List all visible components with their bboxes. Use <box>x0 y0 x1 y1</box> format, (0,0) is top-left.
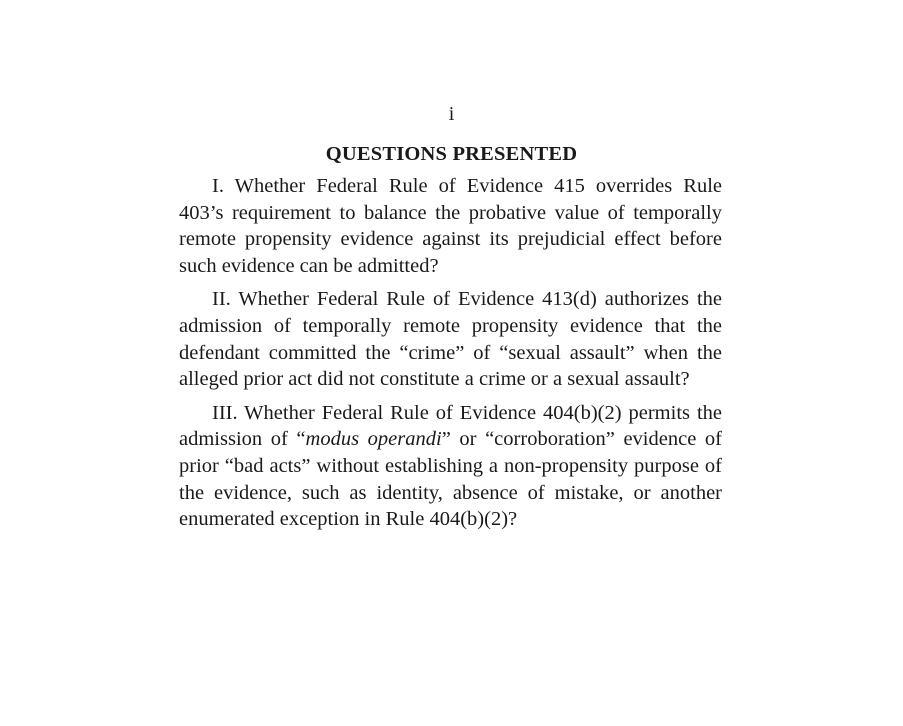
question-2: II. Whether Federal Rule of Evidence 413(d) authorizes the admission of temporally remote propensity evidence that the defendant committed the “crime” of “sexual assault” when the alleged prior act did not constitute a crime or a sexual assault? <box>179 288 722 391</box>
question-3-before: III. Whether Federal Rule of Evidence 404(b)(2) permits the admission of “ <box>179 401 722 451</box>
questions-list <box>179 173 722 540</box>
question-3 <box>179 400 722 533</box>
page-number: i <box>448 103 455 125</box>
question-3-italic-term: modus operandi <box>305 428 442 451</box>
question-1: I. Whether Federal Rule of Evidence 415 overrides Rule 403’s requirement to balance the probative value of temporally remote propensity evidence against its prejudicial effect before such evidence can be admitted? <box>179 175 722 277</box>
section-heading: QUESTIONS PRESENTED <box>325 143 578 165</box>
question-3-after: ” or “corroboration” evidence of prior “bad acts” without establishing a non-propensity purpose of the evidence, such as identity, absence of mistake, or another enumerated exception in Rule 404(b)(2)? <box>179 428 722 531</box>
